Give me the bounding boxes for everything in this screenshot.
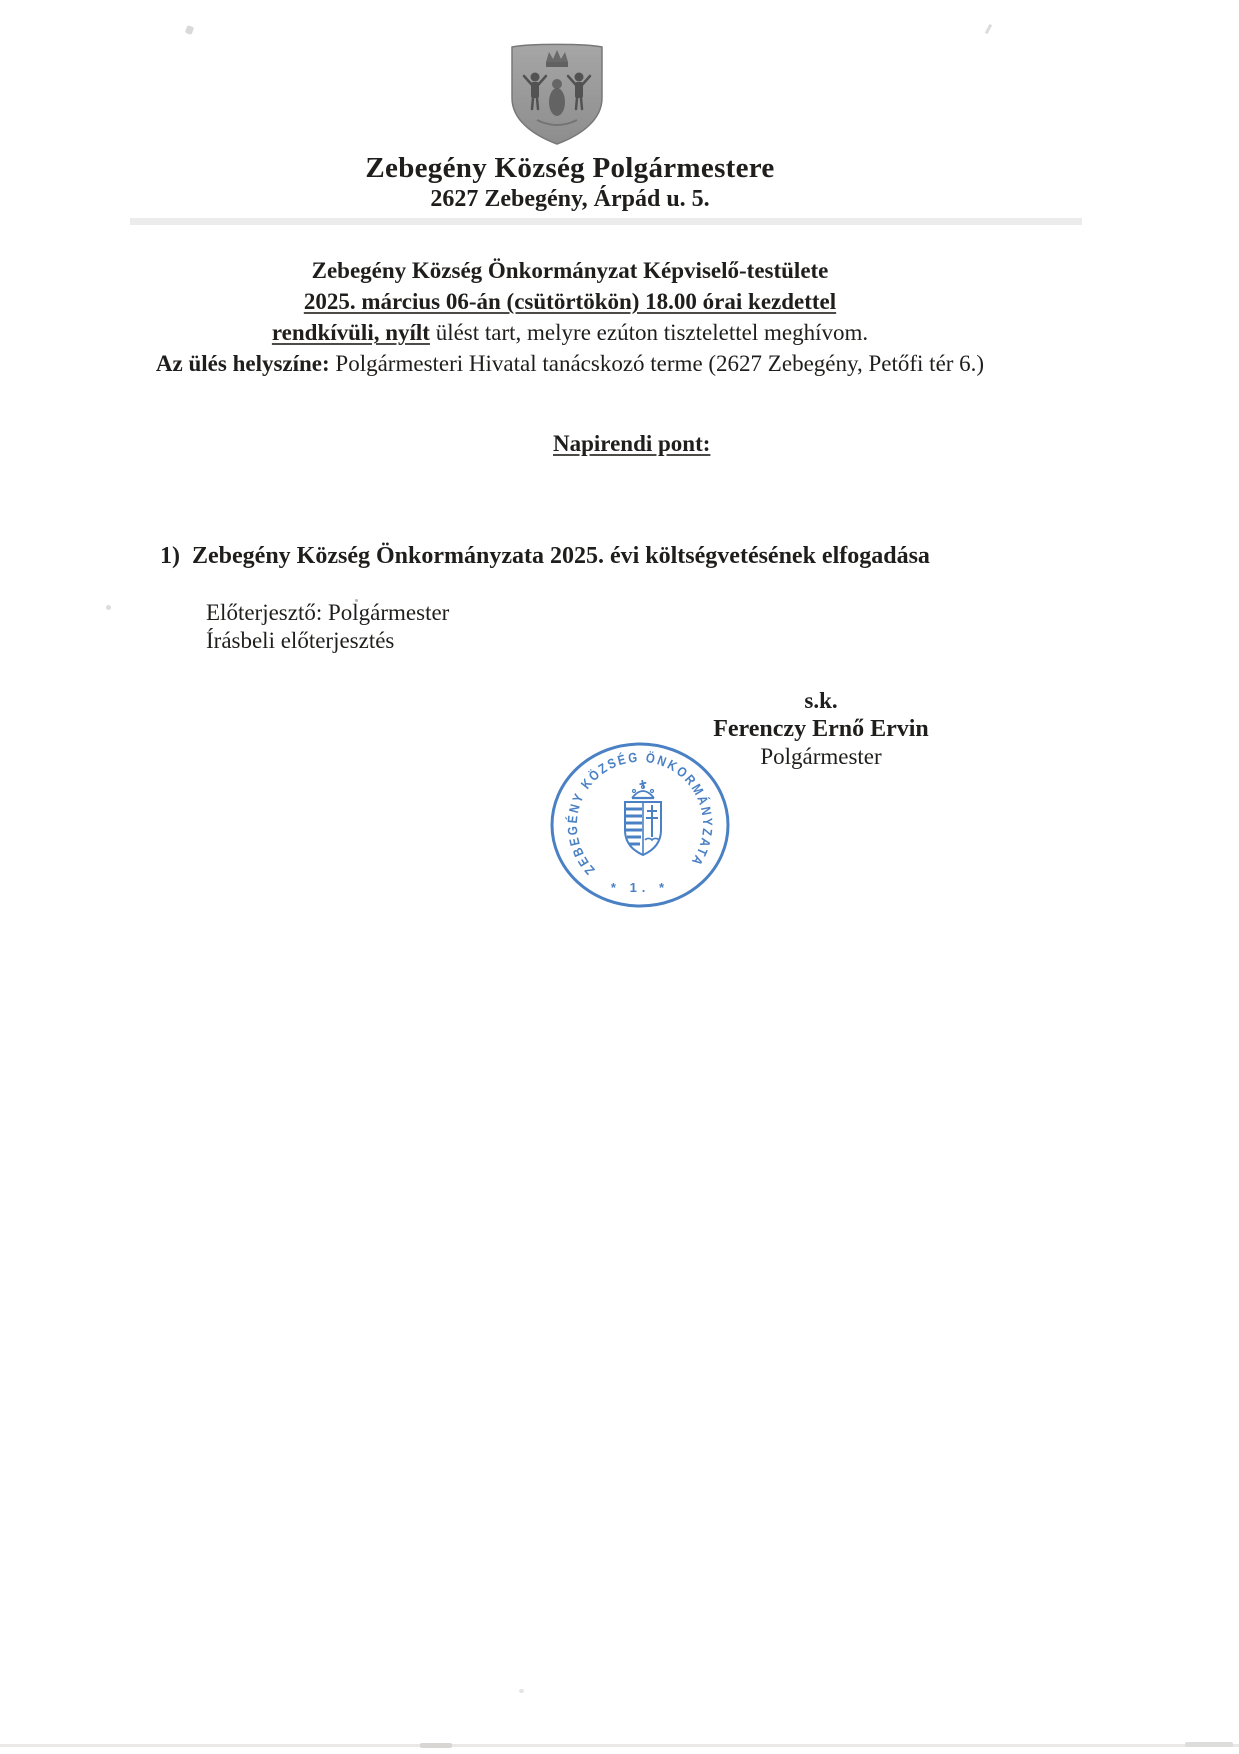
agenda-item-form: Írásbeli előterjesztés	[206, 628, 395, 653]
agenda-item-1	[160, 543, 930, 570]
scan-speck-top-left	[185, 25, 194, 35]
invitation-line-location	[0, 348, 1140, 379]
scan-edge-smudge-right	[1185, 1742, 1233, 1747]
signature-block	[700, 687, 942, 771]
signature-sk: s.k.	[804, 688, 838, 713]
zebegeny-coat-of-arms-icon	[507, 42, 607, 146]
scan-edge-smudge	[420, 1743, 452, 1748]
location-value: Polgármesteri Hivatal tanácskozó terme (2627 Zebegény, Petőfi tér 6.)	[329, 351, 985, 376]
scan-band-artifact	[130, 218, 1082, 225]
signature-name: Ferenczy Ernő Ervin	[713, 716, 929, 742]
agenda-heading: Napirendi pont:	[553, 431, 711, 456]
invitation-line-session	[0, 317, 1140, 348]
scan-speck-bottom	[519, 1689, 524, 1693]
svg-text:ZEBEGÉNY KÖZSÉG ÖNKORMÁNYZATA	[565, 750, 715, 878]
invitation-paragraph	[0, 255, 1140, 379]
municipality-stamp	[548, 740, 732, 910]
agenda-item-presenter: Előterjesztő: Polgármester	[206, 600, 450, 625]
stamp-ring-text: ZEBEGÉNY KÖZSÉG ÖNKORMÁNYZATA	[564, 749, 716, 878]
session-type-emphasis: rendkívüli, nyílt	[271, 320, 430, 345]
signature-role: Polgármester	[760, 744, 882, 769]
header-address: 2627 Zebegény, Árpád u. 5.	[430, 186, 710, 212]
page-title: Zebegény Község Polgármestere	[365, 152, 775, 184]
scan-edge-line	[0, 1744, 1239, 1747]
agenda-item-number: 1)	[160, 543, 180, 569]
scan-speck-top-right	[985, 24, 992, 34]
location-label: Az ülés helyszíne:	[155, 351, 330, 376]
session-line-rest: ülést tart, melyre ezúton tisztelettel meghívom.	[429, 320, 869, 345]
scan-speck-left-margin	[106, 605, 111, 610]
stamp-number: * 1. *	[610, 880, 670, 895]
invitation-line-datetime: 2025. március 06-án (csütörtökön) 18.00 órai kezdettel	[303, 289, 837, 314]
agenda-item-title: Zebegény Község Önkormányzata 2025. évi költségvetésének elfogadása	[192, 543, 930, 569]
invitation-line-body: Zebegény Község Önkormányzat Képviselő-testülete	[311, 258, 829, 283]
